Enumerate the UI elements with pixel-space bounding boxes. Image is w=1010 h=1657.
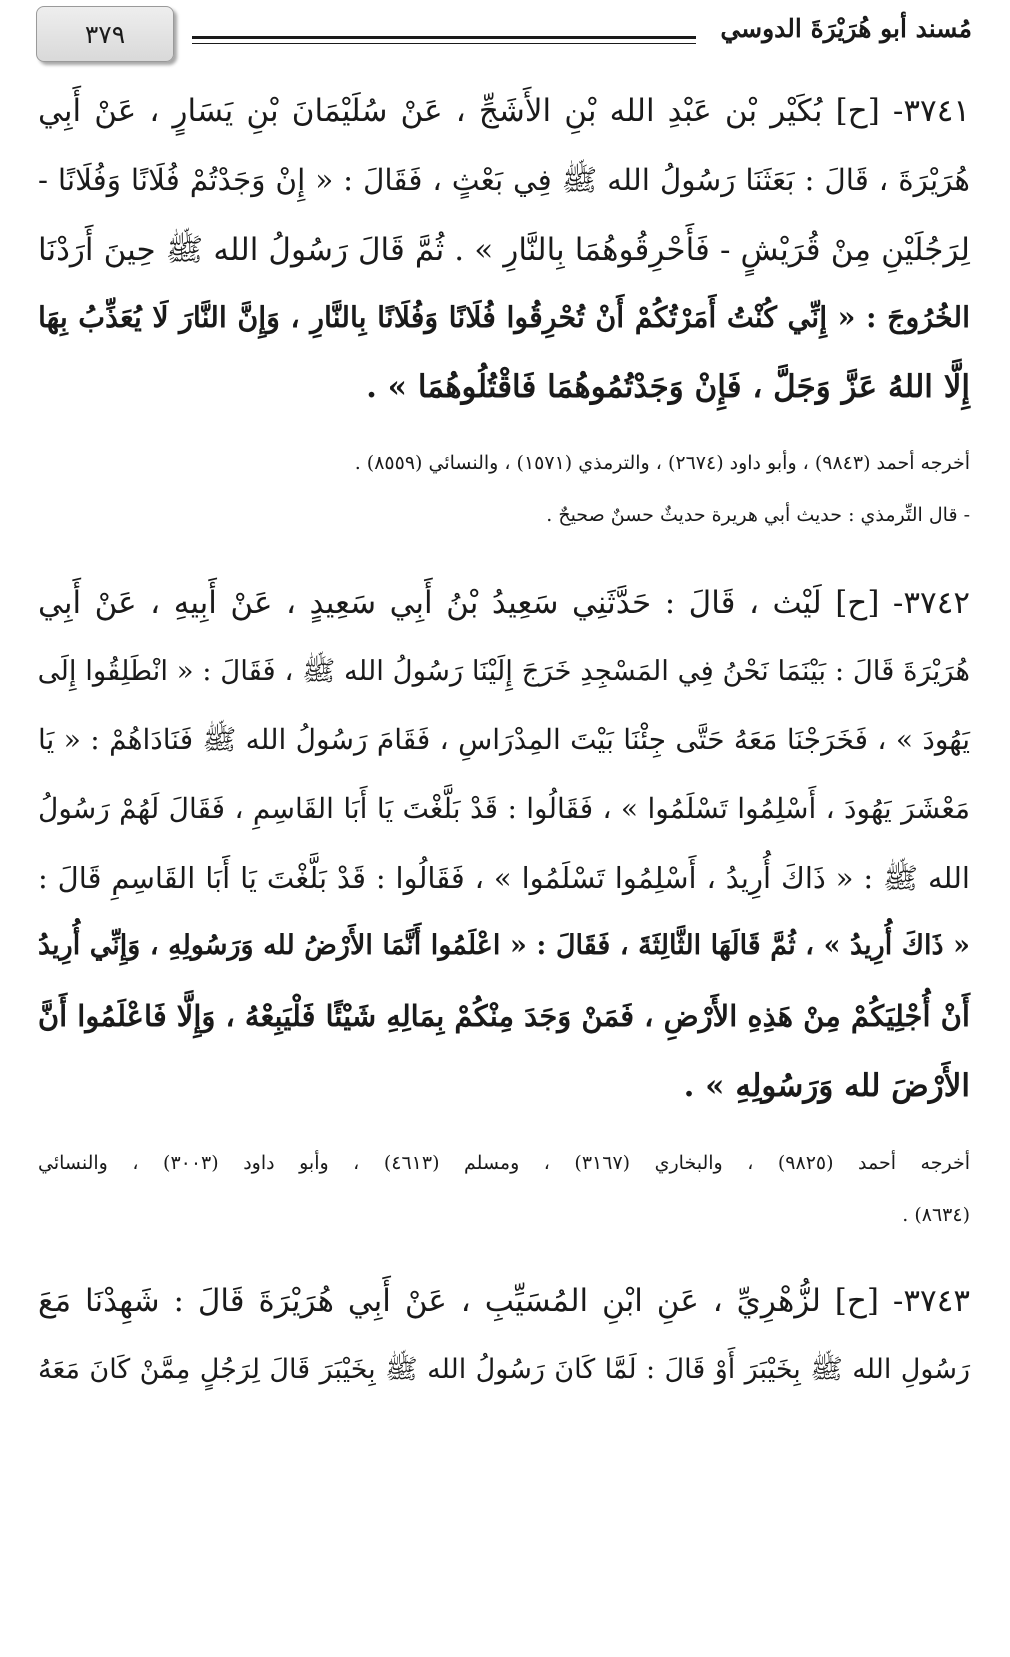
hadith-3741-line-5: إِلَّا اللهُ عَزَّ وَجَلَّ ، فَإِنْ وَجَدْتُمُوهُمَا فَاقْتُلُوهُمَا » . [366,369,970,405]
hadith-3742-line-3: يَهُودَ » ، فَخَرَجْنَا مَعَهُ حَتَّى جِئْنَا بَيْتَ المِدْرَاسِ ، فَقَامَ رَسُولُ الله ﷺ فَنَادَاهُمْ : « يَا [38,723,970,756]
running-title: مُسند أبو هُرَيْرَةَ الدوسي [720,14,972,43]
hadith-3741-line-2: هُرَيْرَةَ ، قَالَ : بَعَثَنَا رَسُولُ الله ﷺ فِي بَعْثٍ ، فَقَالَ : « إِنْ وَجَدْتُمْ فُلَانًا وَفُلَانًا - [38,163,970,197]
hadith-3742-line-7: أَنْ أُجْلِيَكُمْ مِنْ هَذِهِ الأَرْضِ ، فَمَنْ وَجَدَ مِنْكُمْ بِمَالِهِ شَيْئًا فَلْيَبِعْهُ ، وَإِلَّا فَاعْلَمُوا أَنَّ [37,999,970,1033]
hadith-3742-takhrij-line-1: أخرجه أحمد (٩٨٢٥) ، والبخاري (٣١٦٧) ، ومسلم (٤٦١٣) ، وأبو داود (٣٠٠٣) ، والنسائي [38,1152,970,1174]
hadith-3742-line-2: هُرَيْرَةَ قَالَ : بَيْنَمَا نَحْنُ فِي المَسْجِدِ خَرَجَ إِلَيْنَا رَسُولُ الله ﷺ ، فَقَالَ : « انْطَلِقُوا إِلَى [37,655,970,687]
page-number-badge [36,6,174,62]
hadith-3742-line-6: « ذَاكَ أُرِيدُ » ، ثُمَّ قَالَهَا الثَّالِثَةَ ، فَقَالَ : « اعْلَمُوا أَنَّمَا الأَرْضُ لله وَرَسُولِهِ ، وَإِنِّي أُرِيدُ [38,930,970,961]
hadith-3742-line-4: مَعْشَرَ يَهُودَ ، أَسْلِمُوا تَسْلَمُوا » ، فَقَالُوا : قَدْ بَلَّغْتَ يَا أَبَا القَاسِمِ ، فَقَالَ لَهُمْ رَسُولُ [38,792,971,825]
hadith-3742-line-8: الأَرْضَ لله وَرَسُولِهِ » . [683,1068,970,1104]
hadith-3741-takhrij: أخرجه أحمد (٩٨٤٣) ، وأبو داود (٢٦٧٤) ، والترمذي (١٥٧١) ، والنسائي (٨٥٥٩) . [354,452,970,474]
header-rule-thick [192,36,696,39]
hadith-3741-grading: - قال التِّرمذي : حديث أبي هريرة حديثٌ حسنٌ صحيحٌ . [546,504,970,526]
header-rule-thin [192,43,696,44]
hadith-3743-line-2: رَسُولِ الله ﷺ بِخَيْبَرَ أَوْ قَالَ : لَمَّا كَانَ رَسُولُ الله ﷺ بِخَيْبَرَ قَالَ لِرَجُلٍ مِمَّنْ كَانَ مَعَهُ [38,1354,970,1385]
hadith-3741-line-3: لِرَجُلَيْنِ مِنْ قُرَيْشٍ - فَأَحْرِقُوهُمَا بِالنَّارِ » . ثُمَّ قَالَ رَسُولُ الله ﷺ حِينَ أَرَدْنَا [38,232,970,268]
hadith-3741-line-4: الخُرُوجَ : « إِنِّي كُنْتُ أَمَرْتُكُمْ أَنْ تُحْرِقُوا فُلَانًا وَفُلَانًا بِالنَّارِ ، وَإِنَّ النَّارَ لَا يُعَذِّبُ بِهَا [38,300,970,334]
page-number: ٣٧٩ [84,19,126,49]
hadith-3742-takhrij-line-2: (٨٦٣٤) . [902,1204,970,1226]
hadith-3741-line-1: ٣٧٤١- [ح] بُكَيْر بْن عَبْدِ الله بْنِ الأَشَجِّ ، عَنْ سُلَيْمَانَ بْنِ يَسَارٍ ، عَنْ أَبِي [38,93,970,129]
hadith-3742-line-1: ٣٧٤٢- [ح] لَيْث ، قَالَ : حَدَّثَنِي سَعِيدُ بْنُ أَبِي سَعِيدٍ ، عَنْ أَبِيهِ ، عَنْ أَبِي [38,585,970,621]
hadith-3742-line-5: الله ﷺ : « ذَاكَ أُرِيدُ ، أَسْلِمُوا تَسْلَمُوا » ، فَقَالُوا : قَدْ بَلَّغْتَ يَا أَبَا القَاسِمِ قَالَ : [38,861,970,895]
hadith-3743-line-1: ٣٧٤٣- [ح] لزُّهْرِيِّ ، عَنِ ابْنِ المُسَيِّبِ ، عَنْ أَبِي هُرَيْرَةَ قَالَ : شَهِدْنَا مَعَ [38,1283,970,1319]
